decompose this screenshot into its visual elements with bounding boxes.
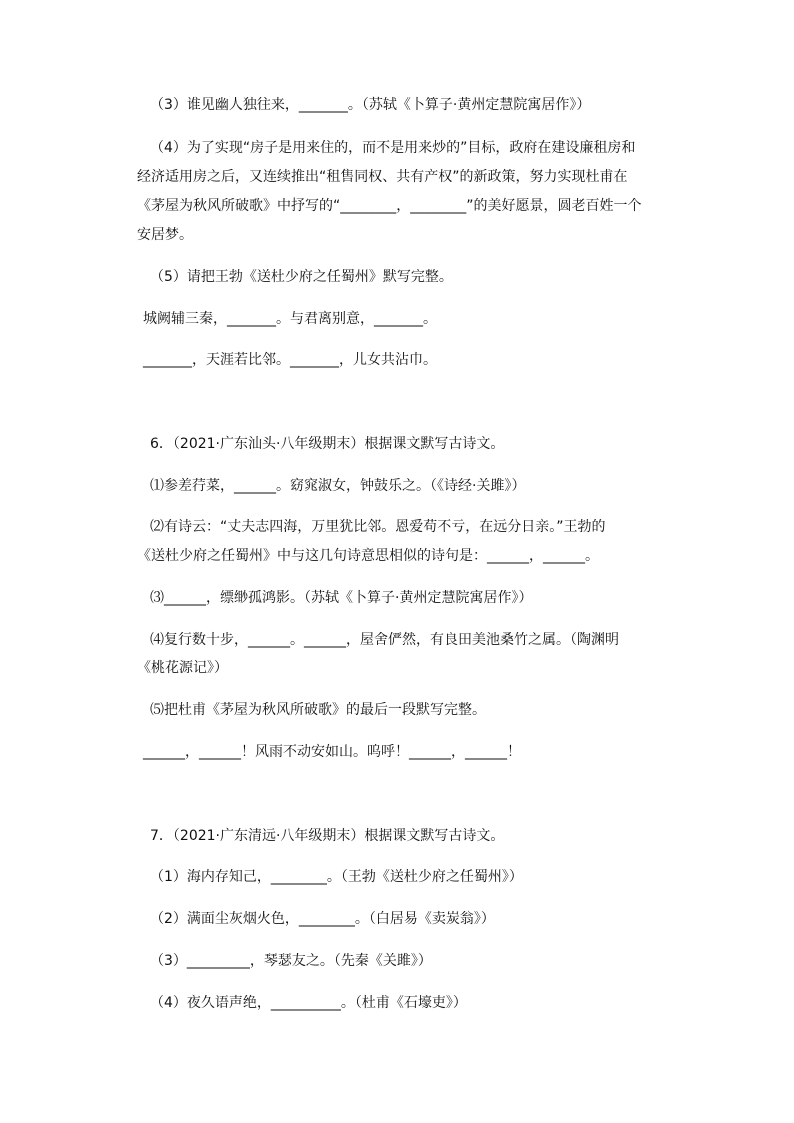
q6-item-3: ⑶______，缥缈孤鸿影。（苏轼《卜算子·黄州定慧院寓居作》）	[150, 590, 533, 606]
q7-item-4: （4）夜久语声绝，__________。（杜甫《石壕吏》）	[150, 995, 467, 1011]
q5-item-4-line-2: 经济适用房之后，又连续推出“租售同权、共有产权”的新政策，努力实现杜甫在	[137, 169, 628, 185]
q5-item-3: （3）谁见幽人独往来，_______。（苏轼《卜算子·黄州定慧院寓居作》）	[150, 97, 591, 113]
question-7-title: 7．（2021·广东清远·八年级期末）根据课文默写古诗文。	[150, 828, 505, 844]
q5-item-4-line-3: 《茅屋为秋风所破歌》中抒写的“________，________”的美好愿景，圆老百姓一个	[137, 198, 642, 214]
q6-item-1: ⑴参差荇菜，______。窈窕淑女，钟鼓乐之。（《诗经·关雎》）	[150, 478, 526, 494]
q7-item-2: （2）满面尘灰烟火色，________。（白居易《卖炭翁》）	[150, 911, 495, 927]
q6-item-5-answer: ______，______！风雨不动安如山。呜呼！______，______！	[143, 744, 521, 760]
q6-item-2-line-1: ⑵有诗云：“丈夫志四海，万里犹比邻。恩爱苟不亏，在远分日亲。”王勃的	[150, 519, 606, 535]
question-6-title: 6．（2021·广东汕头·八年级期末）根据课文默写古诗文。	[150, 436, 505, 452]
q6-item-4-line-2: 《桃花源记》）	[137, 660, 228, 676]
q7-item-1: （1）海内存知己，________。（王勃《送杜少府之任蜀州》）	[150, 869, 523, 885]
q6-item-2-line-2: 《送杜少府之任蜀州》中与这几句诗意思相似的诗句是：______，______。	[137, 548, 599, 564]
q5-item-5: （5）请把王勃《送杜少府之任蜀州》默写完整。	[150, 269, 453, 285]
q5-item-4-line-4: 安居梦。	[137, 227, 193, 243]
q5-item-4-line-1: （4）为了实现“房子是用来住的，而不是用来炒的”目标，政府在建设廉租房和	[150, 140, 636, 156]
q6-item-4-line-1: ⑷复行数十步，______。______，屋舍俨然，有良田美池桑竹之属。（陶渊明	[150, 632, 619, 648]
q6-item-5: ⑸把杜甫《茅屋为秋风所破歌》的最后一段默写完整。	[150, 702, 486, 718]
q7-item-3: （3）_________，琴瑟友之。（先秦《关雎》）	[150, 953, 432, 969]
q5-item-5-poem-line-2: _______，天涯若比邻。_______，儿女共沾巾。	[143, 352, 437, 368]
q5-item-5-poem-line-1: 城阙辅三秦，_______。与君离别意，_______。	[143, 311, 437, 327]
